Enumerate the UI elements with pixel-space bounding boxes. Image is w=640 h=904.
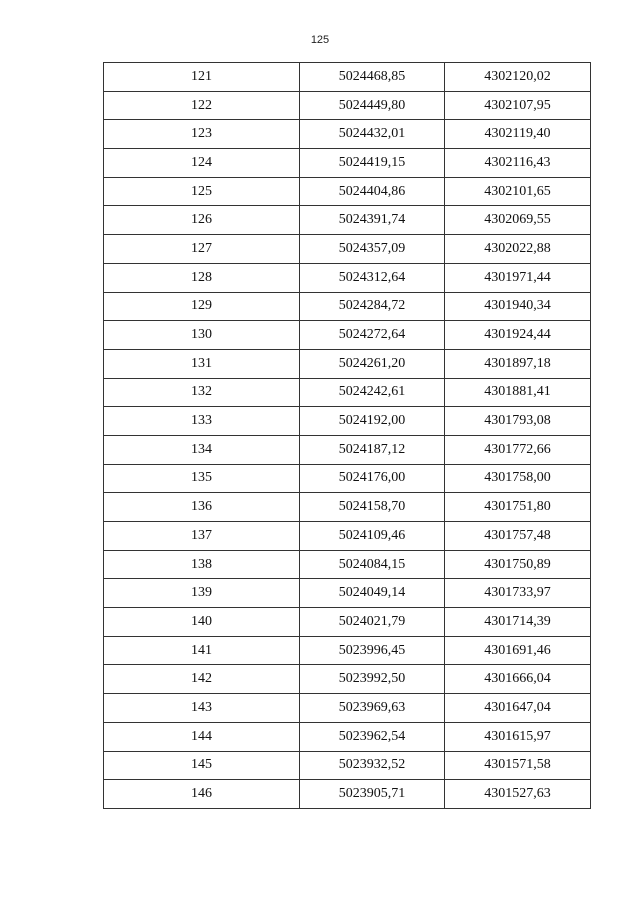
point-number-cell: 124	[104, 149, 300, 178]
point-number-cell: 141	[104, 636, 300, 665]
y-coordinate-cell: 4302119,40	[445, 120, 591, 149]
x-coordinate-cell: 5024419,15	[300, 149, 445, 178]
table-row	[104, 722, 591, 751]
table-row	[104, 235, 591, 264]
x-coordinate-cell: 5023905,71	[300, 780, 445, 809]
x-coordinate-cell: 5024049,14	[300, 579, 445, 608]
table-row	[104, 63, 591, 92]
point-number-cell: 139	[104, 579, 300, 608]
table-row	[104, 292, 591, 321]
x-coordinate-cell: 5023969,63	[300, 694, 445, 723]
y-coordinate-cell: 4302101,65	[445, 177, 591, 206]
table-row	[104, 780, 591, 809]
y-coordinate-cell: 4301897,18	[445, 349, 591, 378]
x-coordinate-cell: 5024357,09	[300, 235, 445, 264]
table-row	[104, 665, 591, 694]
y-coordinate-cell: 4302116,43	[445, 149, 591, 178]
y-coordinate-cell: 4301971,44	[445, 263, 591, 292]
y-coordinate-cell: 4301924,44	[445, 321, 591, 350]
table-row	[104, 349, 591, 378]
y-coordinate-cell: 4301691,46	[445, 636, 591, 665]
point-number-cell: 137	[104, 522, 300, 551]
point-number-cell: 132	[104, 378, 300, 407]
table-row	[104, 493, 591, 522]
coordinates-table	[103, 62, 591, 809]
x-coordinate-cell: 5024176,00	[300, 464, 445, 493]
y-coordinate-cell: 4301750,89	[445, 550, 591, 579]
x-coordinate-cell: 5024468,85	[300, 63, 445, 92]
table-row	[104, 608, 591, 637]
y-coordinate-cell: 4301527,63	[445, 780, 591, 809]
table-row	[104, 636, 591, 665]
table-row	[104, 751, 591, 780]
table-row	[104, 550, 591, 579]
y-coordinate-cell: 4302107,95	[445, 91, 591, 120]
x-coordinate-cell: 5024192,00	[300, 407, 445, 436]
point-number-cell: 130	[104, 321, 300, 350]
y-coordinate-cell: 4301881,41	[445, 378, 591, 407]
x-coordinate-cell: 5024109,46	[300, 522, 445, 551]
x-coordinate-cell: 5023932,52	[300, 751, 445, 780]
y-coordinate-cell: 4301940,34	[445, 292, 591, 321]
point-number-cell: 144	[104, 722, 300, 751]
x-coordinate-cell: 5024158,70	[300, 493, 445, 522]
y-coordinate-cell: 4301714,39	[445, 608, 591, 637]
point-number-cell: 133	[104, 407, 300, 436]
x-coordinate-cell: 5024021,79	[300, 608, 445, 637]
table-row	[104, 378, 591, 407]
page-number: 125	[310, 34, 330, 46]
point-number-cell: 138	[104, 550, 300, 579]
point-number-cell: 134	[104, 435, 300, 464]
point-number-cell: 128	[104, 263, 300, 292]
y-coordinate-cell: 4302069,55	[445, 206, 591, 235]
point-number-cell: 125	[104, 177, 300, 206]
point-number-cell: 123	[104, 120, 300, 149]
x-coordinate-cell: 5024084,15	[300, 550, 445, 579]
x-coordinate-cell: 5024242,61	[300, 378, 445, 407]
y-coordinate-cell: 4301751,80	[445, 493, 591, 522]
x-coordinate-cell: 5024449,80	[300, 91, 445, 120]
table-row	[104, 120, 591, 149]
table-row	[104, 435, 591, 464]
point-number-cell: 126	[104, 206, 300, 235]
y-coordinate-cell: 4301733,97	[445, 579, 591, 608]
y-coordinate-cell: 4301666,04	[445, 665, 591, 694]
table-row	[104, 694, 591, 723]
point-number-cell: 145	[104, 751, 300, 780]
table-row	[104, 206, 591, 235]
x-coordinate-cell: 5024187,12	[300, 435, 445, 464]
point-number-cell: 146	[104, 780, 300, 809]
x-coordinate-cell: 5024391,74	[300, 206, 445, 235]
x-coordinate-cell: 5023996,45	[300, 636, 445, 665]
x-coordinate-cell: 5024312,64	[300, 263, 445, 292]
table-row	[104, 91, 591, 120]
table-row	[104, 579, 591, 608]
point-number-cell: 121	[104, 63, 300, 92]
x-coordinate-cell: 5023992,50	[300, 665, 445, 694]
x-coordinate-cell: 5024261,20	[300, 349, 445, 378]
x-coordinate-cell: 5024272,64	[300, 321, 445, 350]
y-coordinate-cell: 4301647,04	[445, 694, 591, 723]
point-number-cell: 135	[104, 464, 300, 493]
point-number-cell: 122	[104, 91, 300, 120]
y-coordinate-cell: 4301793,08	[445, 407, 591, 436]
y-coordinate-cell: 4301772,66	[445, 435, 591, 464]
y-coordinate-cell: 4301615,97	[445, 722, 591, 751]
table-row	[104, 263, 591, 292]
x-coordinate-cell: 5024432,01	[300, 120, 445, 149]
point-number-cell: 131	[104, 349, 300, 378]
x-coordinate-cell: 5024404,86	[300, 177, 445, 206]
x-coordinate-cell: 5024284,72	[300, 292, 445, 321]
point-number-cell: 136	[104, 493, 300, 522]
table-row	[104, 407, 591, 436]
coordinates-table-body	[104, 63, 591, 809]
table-row	[104, 522, 591, 551]
table-row	[104, 321, 591, 350]
table-row	[104, 149, 591, 178]
point-number-cell: 129	[104, 292, 300, 321]
point-number-cell: 143	[104, 694, 300, 723]
y-coordinate-cell: 4302120,02	[445, 63, 591, 92]
table-row	[104, 464, 591, 493]
y-coordinate-cell: 4302022,88	[445, 235, 591, 264]
table-row	[104, 177, 591, 206]
x-coordinate-cell: 5023962,54	[300, 722, 445, 751]
point-number-cell: 127	[104, 235, 300, 264]
y-coordinate-cell: 4301758,00	[445, 464, 591, 493]
point-number-cell: 140	[104, 608, 300, 637]
y-coordinate-cell: 4301571,58	[445, 751, 591, 780]
point-number-cell: 142	[104, 665, 300, 694]
y-coordinate-cell: 4301757,48	[445, 522, 591, 551]
